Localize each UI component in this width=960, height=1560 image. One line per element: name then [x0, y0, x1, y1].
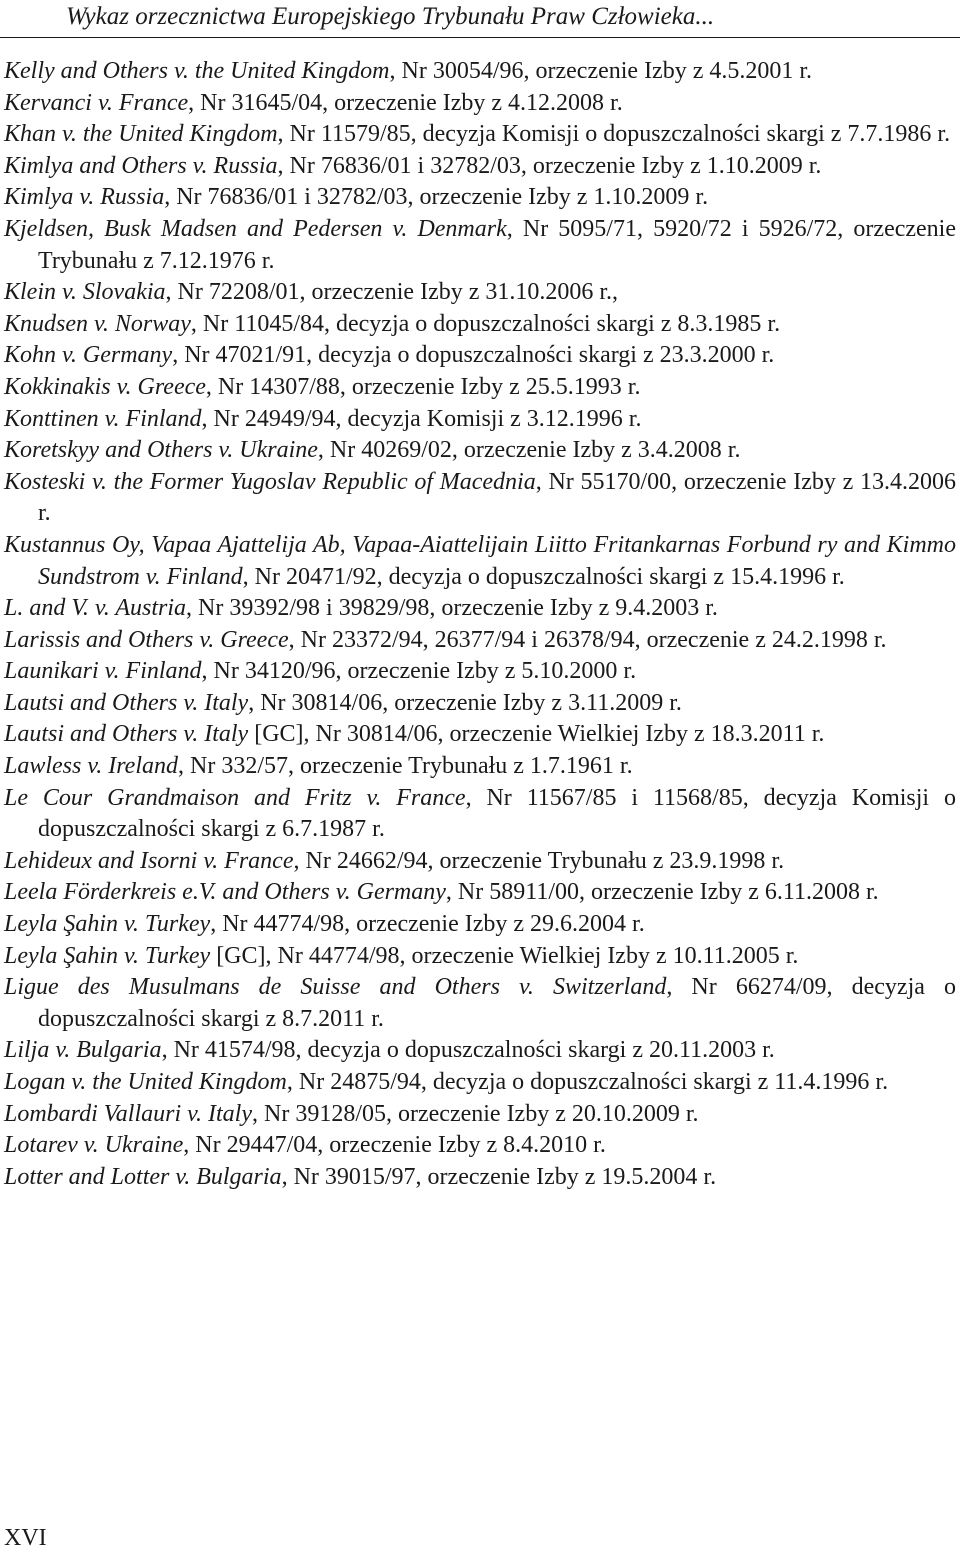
case-citation: , Nr 14307/88, orzeczenie Izby z 25.5.1993 r. [205, 373, 641, 400]
case-parties: Kokkinakis v. Greece [4, 373, 206, 400]
case-parties: Leyla Şahin v. Turkey [4, 942, 211, 969]
case-entry [4, 909, 956, 941]
case-entry [4, 1035, 956, 1067]
case-parties: Kimlya v. Russia [4, 184, 165, 211]
case-parties: Knudsen v. Norway [4, 310, 191, 337]
case-entry [4, 1130, 956, 1162]
case-parties: Kervanci v. France [4, 89, 189, 116]
case-entry [4, 435, 956, 467]
case-entry [4, 656, 956, 688]
case-parties: Kustannus Oy, Vapaa Ajattelija Ab, Vapaa-Aiattelijain Liitto Fritankarnas Forbund ry and Kimmo Sundstrom v. Finland [4, 531, 956, 590]
case-citation: , Nr 20471/92, decyzja o dopuszczalności skargi z 15.4.1996 r. [242, 563, 845, 590]
case-entry [4, 941, 956, 973]
case-citation: , Nr 11045/84, decyzja o dopuszczalności skargi z 8.3.1985 r. [190, 310, 781, 337]
case-list [4, 56, 956, 1193]
case-citation: , Nr 30814/06, orzeczenie Izby z 3.11.2009 r. [248, 689, 682, 716]
case-citation: , Nr 47021/91, decyzja o dopuszczalności skargi z 23.3.2000 r. [172, 342, 775, 369]
case-entry [4, 277, 956, 309]
case-citation: [GC], Nr 30814/06, orzeczenie Wielkiej Izby z 18.3.2011 r. [248, 721, 825, 748]
running-header: Wykaz orzecznictwa Europejskiego Trybunału Praw Człowieka... [66, 3, 715, 30]
case-entry [4, 309, 956, 341]
case-parties: Kimlya and Others v. Russia [4, 152, 278, 179]
case-entry [4, 751, 956, 783]
header-divider [0, 37, 960, 38]
case-citation: , Nr 44774/98, orzeczenie Izby z 29.6.2004 r. [210, 911, 645, 938]
case-entry [4, 593, 956, 625]
case-entry [4, 1162, 956, 1194]
case-parties: Launikari v. Finland [4, 658, 202, 685]
case-entry [4, 372, 956, 404]
case-parties: Lehideux and Isorni v. France [4, 847, 294, 874]
case-entry [4, 182, 956, 214]
case-entry [4, 530, 956, 593]
case-citation: , Nr 29447/04, orzeczenie Izby z 8.4.2010 r. [183, 1132, 606, 1159]
case-entry [4, 719, 956, 751]
case-parties: Larissis and Others v. Greece [4, 626, 289, 653]
case-parties: Ligue des Musulmans de Suisse and Others v. Switzerland [4, 974, 667, 1001]
case-parties: Lotter and Lotter v. Bulgaria [4, 1163, 282, 1190]
case-parties: Le Cour Grandmaison and Fritz v. France [4, 784, 466, 811]
case-citation: , Nr 39128/05, orzeczenie Izby z 20.10.2009 r. [252, 1100, 699, 1127]
case-citation: , Nr 24875/94, decyzja o dopuszczalności skargi z 11.4.1996 r. [286, 1069, 889, 1095]
case-citation: , Nr 39392/98 i 39829/98, orzeczenie Izby z 9.4.2003 r. [186, 595, 718, 622]
case-parties: Lawless v. Ireland [4, 753, 178, 780]
case-parties: Kjeldsen, Busk Madsen and Pedersen v. Denmark [4, 215, 507, 242]
case-entry [4, 404, 956, 436]
case-citation: , Nr 23372/94, 26377/94 i 26378/94, orzeczenie z 24.2.1998 r. [288, 626, 887, 653]
case-entry [4, 877, 956, 909]
case-entry [4, 625, 956, 657]
case-entry [4, 1099, 956, 1131]
case-parties: Lombardi Vallauri v. Italy [4, 1100, 252, 1127]
case-entry [4, 340, 956, 372]
case-citation: [GC], Nr 44774/98, orzeczenie Wielkiej Izby z 10.11.2005 r. [210, 942, 799, 969]
case-citation: , Nr 39015/97, orzeczenie Izby z 19.5.2004 r. [281, 1163, 717, 1190]
case-citation: , Nr 76836/01 i 32782/03, orzeczenie Izby z 1.10.2009 r. [164, 184, 709, 211]
case-entry [4, 783, 956, 846]
case-citation: , Nr 58911/00, orzeczenie Izby z 6.11.2008 r. [445, 879, 879, 906]
case-entry [4, 688, 956, 720]
case-entry [4, 214, 956, 277]
case-citation: , Nr 66274/09, decyzja o dopuszczalności skargi z 8.7.2011 r. [38, 974, 956, 1032]
case-entry [4, 846, 956, 878]
case-citation: , Nr 40269/02, orzeczenie Izby z 3.4.2008 r. [317, 437, 741, 464]
case-parties: Leyla Şahin v. Turkey [4, 911, 211, 938]
case-parties: Koretskyy and Others v. Ukraine [4, 437, 318, 464]
case-citation: , Nr 5095/71, 5920/72 i 5926/72, orzeczenie Trybunału z 7.12.1976 r. [38, 215, 956, 274]
case-parties: Logan v. the United Kingdom [4, 1069, 287, 1095]
case-parties: Khan v. the United Kingdom [4, 121, 278, 148]
case-entry [4, 151, 956, 183]
case-citation: , Nr 30054/96, orzeczenie Izby z 4.5.2001 r. [389, 58, 813, 84]
case-parties: Klein v. Slovakia [4, 279, 166, 306]
case-parties: Lautsi and Others v. Italy [4, 721, 249, 748]
case-citation: , Nr 332/57, orzeczenie Trybunału z 1.7.1961 r. [178, 753, 633, 780]
case-entry [4, 56, 956, 88]
case-citation: , Nr 55170/00, orzeczenie Izby z 13.4.2006 r. [38, 468, 956, 527]
case-entry [4, 119, 956, 151]
case-entry [4, 972, 956, 1035]
case-entry [4, 88, 956, 120]
case-parties: Lilja v. Bulgaria [4, 1037, 162, 1064]
case-citation: , Nr 24949/94, decyzja Komisji z 3.12.1996 r. [201, 405, 642, 432]
case-entry [4, 467, 956, 530]
case-parties: Lotarev v. Ukraine [4, 1132, 184, 1159]
case-citation: , Nr 11567/85 i 11568/85, decyzja Komisji o dopuszczalności skargi z 6.7.1987 r. [38, 784, 956, 843]
case-parties: Kohn v. Germany [4, 342, 173, 369]
case-parties: L. and V. v. Austria [4, 595, 187, 622]
case-citation: , Nr 31645/04, orzeczenie Izby z 4.12.2008 r. [188, 89, 623, 116]
case-citation: , Nr 72208/01, orzeczenie Izby z 31.10.2006 r., [165, 279, 619, 306]
case-parties: Leela Förderkreis e.V. and Others v. Germany [4, 879, 446, 906]
case-parties: Kelly and Others v. the United Kingdom [4, 58, 390, 84]
page-number: XVI [4, 1525, 47, 1551]
case-parties: Konttinen v. Finland [4, 405, 202, 432]
case-entry [4, 1067, 956, 1099]
case-citation: , Nr 76836/01 i 32782/03, orzeczenie Izby z 1.10.2009 r. [277, 152, 822, 179]
case-citation: , Nr 41574/98, decyzja o dopuszczalności skargi z 20.11.2003 r. [161, 1037, 775, 1064]
case-citation: , Nr 34120/96, orzeczenie Izby z 5.10.2000 r. [201, 658, 637, 685]
case-parties: Lautsi and Others v. Italy [4, 689, 249, 716]
case-parties: Kosteski v. the Former Yugoslav Republic of Macednia [4, 468, 536, 495]
case-citation: , Nr 24662/94, orzeczenie Trybunału z 23.9.1998 r. [293, 847, 785, 874]
case-citation: , Nr 11579/85, decyzja Komisji o dopuszczalności skargi z 7.7.1986 r. [277, 121, 951, 148]
